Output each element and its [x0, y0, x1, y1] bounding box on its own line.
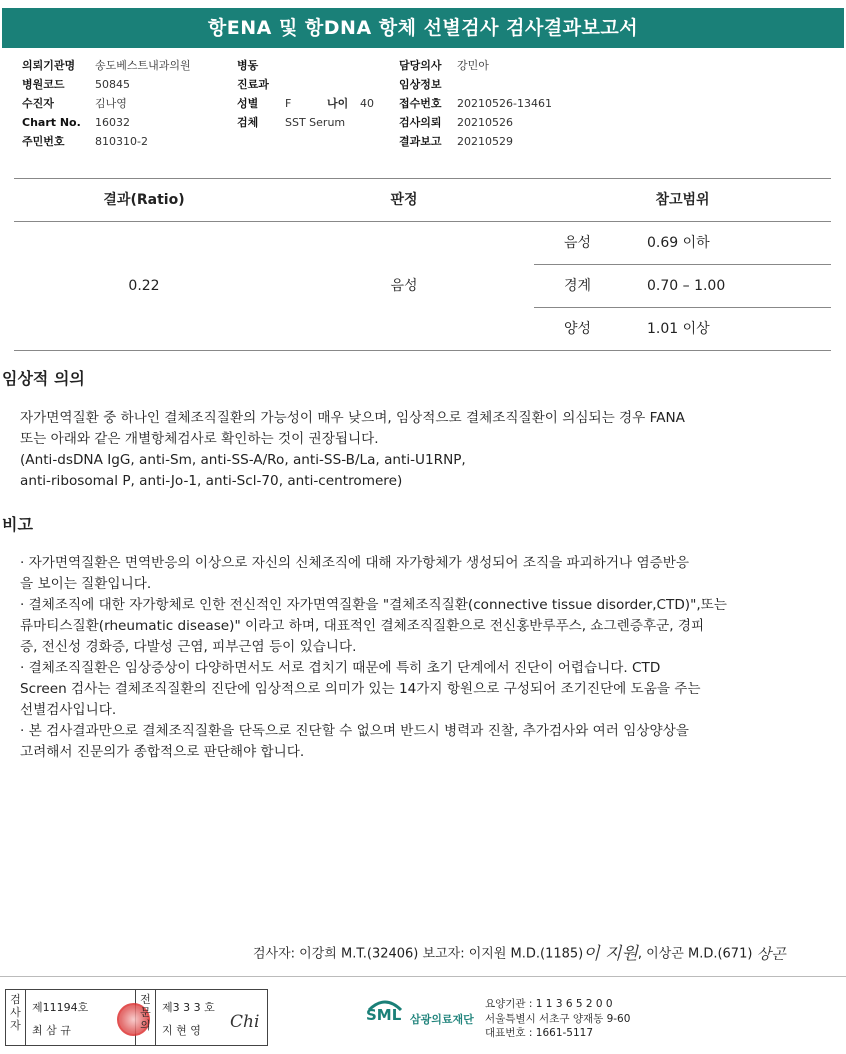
specimen-label: 검체 — [237, 116, 259, 129]
clinical-text — [20, 408, 820, 492]
examiner-credit: 검사자: 이강희 M.T.(32406) — [253, 946, 419, 962]
clinical-line: (Anti-dsDNA IgG, anti-Sm, anti-SS-A/Ro, anti-SS-B/La, anti-U1RNP, — [20, 452, 466, 468]
info-row — [22, 113, 242, 132]
remarks-line: 증, 전신성 경화증, 다발성 근염, 피부근염 등이 있습니다. — [20, 639, 357, 655]
sml-logo-text: SML — [366, 1006, 402, 1024]
info-label: Chart No. — [22, 116, 81, 129]
examiner-name: 최 삼 규 — [32, 1024, 71, 1037]
report-title: 항ENA 및 항DNA 항체 선별검사 검사결과보고서 — [2, 8, 844, 48]
reference-range: 0.69 이하 — [647, 235, 710, 251]
remarks-line: Screen 검사는 결체조직질환의 진단에 임상적으로 의미가 있는 14가지 항원으로 구성되어 조기진단에 도움을 주는 — [20, 681, 701, 697]
clinical-section-title: 임상적 의의 — [2, 369, 85, 388]
info-row — [237, 56, 397, 75]
reference-range: 1.01 이상 — [647, 321, 710, 337]
header-result: 결과(Ratio) — [103, 192, 185, 208]
ward-label: 병동 — [237, 59, 259, 72]
info-row — [399, 94, 659, 113]
info-label: 수진자 — [22, 97, 54, 110]
vert-char: 자 — [10, 1019, 21, 1032]
specialist-name: 지 현 영 — [162, 1024, 201, 1037]
info-row — [22, 75, 242, 94]
judgement-value: 음성 — [390, 278, 418, 294]
clinical-line: 자가면역질환 중 하나인 결체조직질환의 가능성이 매우 낮으며, 임상적으로 결체조직질환이 의심되는 경우 FANA — [20, 410, 685, 426]
specialist-signature: Chi — [230, 1012, 260, 1032]
specialist-cert — [156, 990, 267, 1045]
patient-info — [0, 56, 846, 156]
certificate-box — [5, 989, 268, 1046]
reference-label: 경계 — [564, 278, 592, 294]
info-value: 16032 — [95, 116, 130, 129]
remarks-section-title: 비고 — [2, 515, 33, 534]
info-column-3 — [399, 56, 659, 151]
reference-row — [534, 308, 831, 351]
header-judgement: 판정 — [390, 192, 418, 208]
remarks-line: 고려해서 진문의가 종합적으로 판단해야 합니다. — [20, 744, 305, 760]
header-reference: 참고범위 — [655, 192, 710, 208]
info-row — [22, 94, 242, 113]
vert-char: 전 — [140, 993, 151, 1006]
info-label: 접수번호 — [399, 97, 442, 110]
examiner-license-no: 제11194호 — [32, 1001, 89, 1014]
reference-label: 음성 — [564, 235, 592, 251]
reporter2-signature: 상곤 — [756, 945, 786, 963]
remarks-text — [20, 553, 826, 763]
info-label: 병원코드 — [22, 78, 65, 91]
remarks-line: · 결체조직질환은 임상증상이 다양하면서도 서로 겹치기 때문에 특히 초기 단계에서 진단이 어렵습니다. CTD — [20, 660, 661, 676]
info-value: 810310-2 — [95, 135, 148, 148]
specimen-value: SST Serum — [285, 116, 346, 129]
info-row — [399, 113, 659, 132]
info-row — [22, 132, 242, 151]
result-table — [14, 178, 831, 351]
reporter2-credit: , 이상곤 M.D.(671) — [637, 946, 753, 962]
remarks-line: · 자가면역질환은 면역반응의 이상으로 자신의 신체조직에 대해 자가항체가 생성되어 조직을 파괴하거나 염증반응 — [20, 555, 690, 571]
footer-divider — [0, 976, 846, 977]
org-name: 삼광의료재단 — [410, 1013, 474, 1026]
specialist-vertical-label — [136, 990, 156, 1045]
info-row — [237, 113, 397, 132]
reference-range: 0.70 – 1.00 — [647, 278, 726, 294]
info-label: 담당의사 — [399, 59, 442, 72]
info-value: 50845 — [95, 78, 130, 91]
info-label: 의뢰기관명 — [22, 59, 76, 72]
info-row — [399, 56, 659, 75]
remarks-line: · 결체조직에 대한 자가항체로 인한 전신적인 자가면역질환을 "결체조직질환(connective tissue disorder,CTD)",또는 — [20, 597, 727, 613]
remarks-line: · 본 검사결과만으로 결체조직질환을 단독으로 진단할 수 없으며 반드시 병력과 진찰, 추가검사와 여러 임상양상을 — [20, 723, 689, 739]
result-table-header — [14, 179, 831, 222]
info-value: 송도베스트내과의원 — [95, 59, 191, 72]
org-phone: 대표번호 : 1661-5117 — [485, 1027, 594, 1039]
age-value: 40 — [360, 97, 374, 110]
info-value: 20210526 — [457, 116, 513, 129]
vert-char: 사 — [10, 1006, 21, 1019]
info-column-2 — [237, 56, 397, 132]
org-contact — [485, 997, 630, 1041]
examiner-cert — [26, 990, 136, 1045]
clinical-line: 또는 아래와 같은 개별항체검사로 확인하는 것이 권장됩니다. — [20, 431, 379, 447]
info-label: 검사의뢰 — [399, 116, 442, 129]
specialist-license-no: 제3 3 3 호 — [162, 1001, 215, 1014]
info-label: 결과보고 — [399, 135, 442, 148]
remarks-line: 을 보이는 질환입니다. — [20, 576, 152, 592]
info-value: 강민아 — [457, 59, 489, 72]
info-column-1 — [22, 56, 242, 151]
sex-label: 성별 — [237, 97, 259, 110]
info-row — [22, 56, 242, 75]
reference-row — [534, 222, 831, 265]
age-label: 나이 — [327, 97, 349, 110]
vert-char: 검 — [10, 993, 21, 1006]
vert-char: 문 — [140, 1006, 151, 1019]
reference-label: 양성 — [564, 321, 592, 337]
info-row — [399, 75, 659, 94]
remarks-line: 류마티스질환(rheumatic disease)" 이라고 하며, 대표적인 결체조직질환으로 전신홍반루푸스, 쇼그렌증후군, 경피 — [20, 618, 705, 634]
info-row — [237, 75, 397, 94]
info-value: 김나영 — [95, 97, 127, 110]
org-address: 서울특별시 서초구 양재동 9-60 — [485, 1012, 631, 1025]
care-code: 요양기관 : 1 1 3 6 5 2 0 0 — [485, 998, 613, 1010]
result-table-body — [14, 222, 831, 351]
dept-label: 진료과 — [237, 78, 269, 91]
vert-char: 의 — [140, 1019, 151, 1032]
info-label: 임상정보 — [399, 78, 442, 91]
signers-line — [253, 943, 786, 966]
info-value: 20210526-13461 — [457, 97, 552, 110]
info-row — [399, 132, 659, 151]
info-row — [237, 94, 397, 113]
reporter-credit: 보고자: 이지원 M.D.(1185) — [422, 946, 584, 962]
examiner-vertical-label — [6, 990, 26, 1045]
result-value: 0.22 — [128, 278, 160, 294]
reference-row — [534, 265, 831, 308]
info-label: 주민번호 — [22, 135, 65, 148]
clinical-line: anti-ribosomal P, anti-Jo-1, anti-Scl-70, anti-centromere) — [20, 473, 403, 489]
info-value: 20210529 — [457, 135, 513, 148]
remarks-line: 선별검사입니다. — [20, 702, 117, 718]
reporter-signature: 이 지원 — [583, 944, 638, 964]
sex-value: F — [285, 97, 292, 110]
